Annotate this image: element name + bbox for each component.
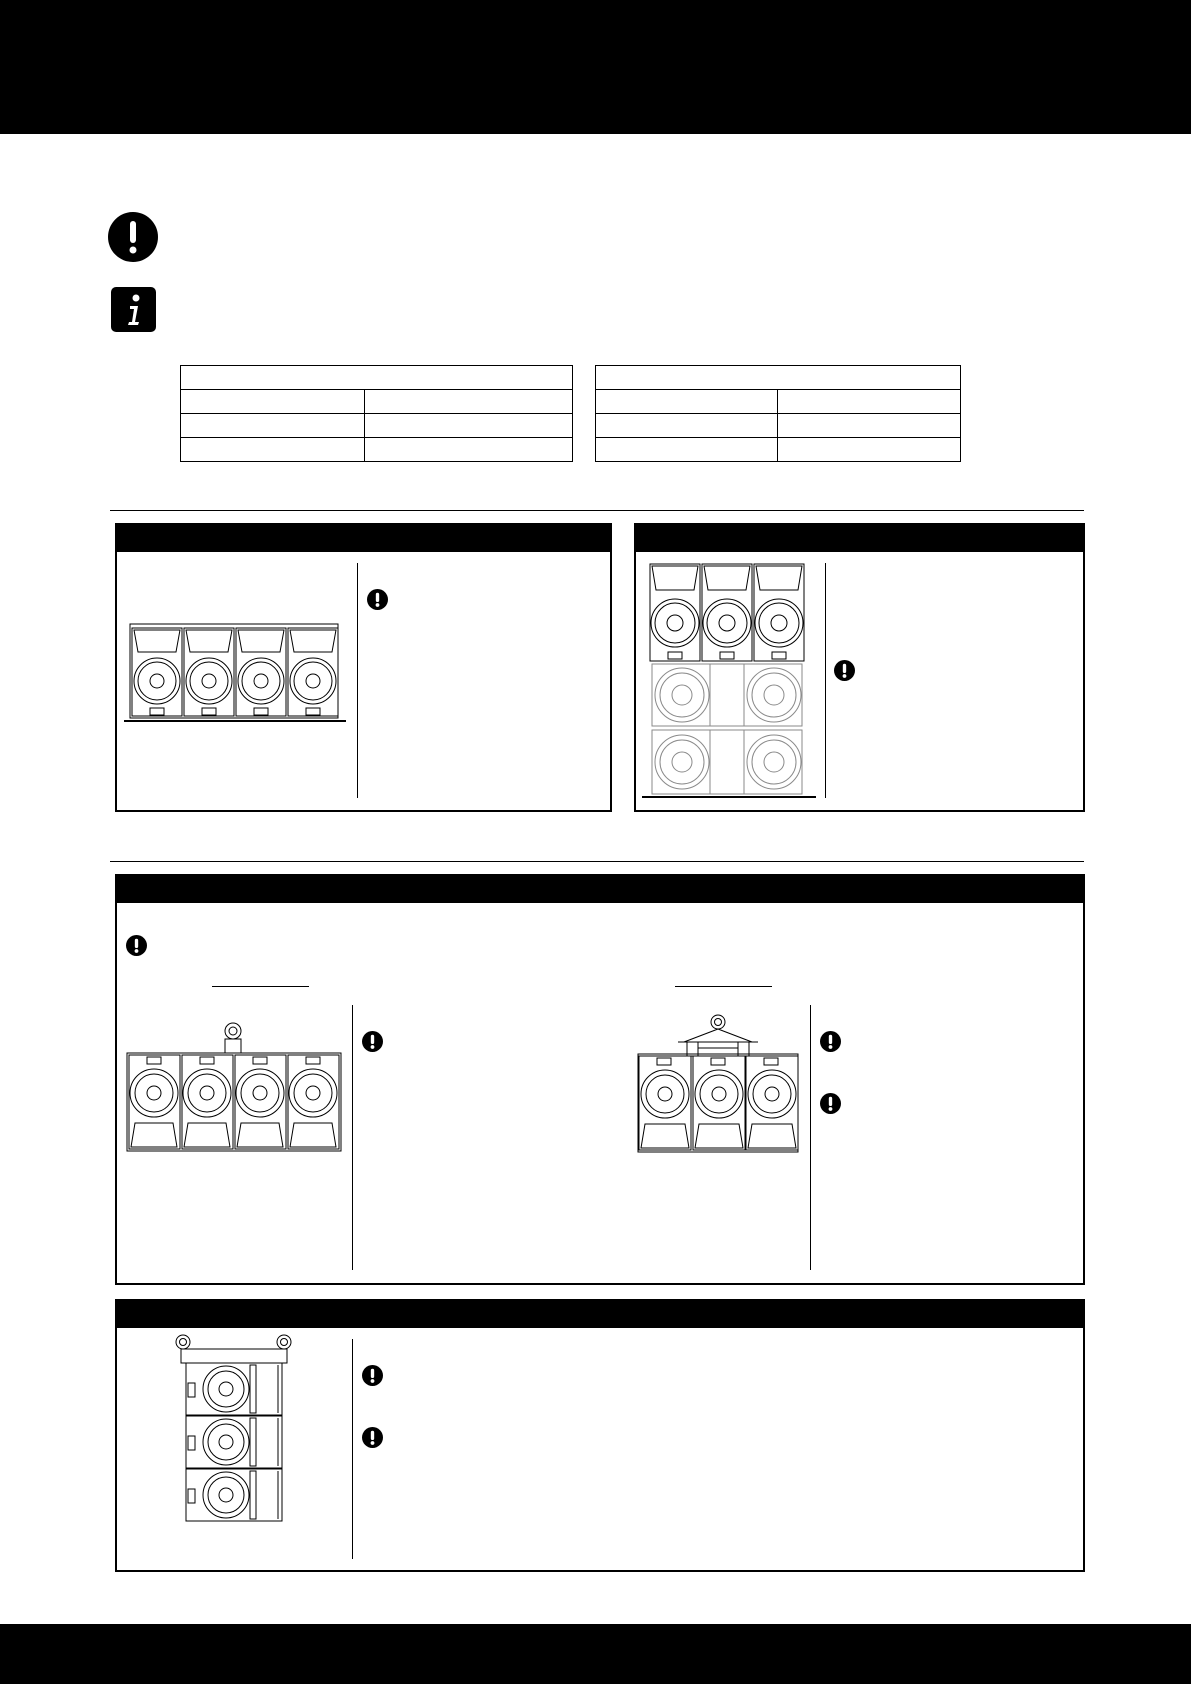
info-icon [111,287,156,332]
table-cell [596,390,778,414]
header-bar [0,0,1191,134]
table-cell [365,414,573,438]
table-row [596,438,961,462]
panel-divider [352,1005,353,1270]
section-rule [110,510,1084,511]
table-row [181,414,573,438]
warning-icon [834,660,855,681]
warning-icon [820,1031,841,1052]
subheading-underline [212,986,309,987]
table-row [181,390,573,414]
spec-table-left [180,365,573,462]
panel-header [117,876,1083,903]
panel-header [117,1301,1083,1328]
table-header-cell [596,366,961,390]
panel-divider [357,563,358,798]
table-cell [365,438,573,462]
warning-icon [108,212,158,262]
table-row [596,414,961,438]
warning-icon [820,1093,841,1114]
top-cabinets [650,564,804,661]
ground-stack-drawing [124,620,349,725]
flown-3-cabinet-drawing [634,1012,804,1157]
spec-table-right [595,365,961,462]
warning-icon [126,935,147,956]
table-cell [778,438,961,462]
table-cell [181,414,365,438]
table-row [596,390,961,414]
warning-icon [362,1427,383,1448]
vertical-array-drawing [170,1332,300,1524]
table-row [596,366,961,390]
panel-header [117,525,610,552]
flown-4-cabinet-drawing [124,1020,346,1155]
table-cell [181,390,365,414]
panel-divider [825,563,826,798]
table-cell [778,390,961,414]
warning-icon [362,1365,383,1386]
table-header-cell [181,366,573,390]
table-cell [596,438,778,462]
panel-divider [352,1339,353,1559]
table-cell [365,390,573,414]
warning-icon [362,1031,383,1052]
sub-stack-drawing [640,560,820,800]
subheading-underline [675,986,772,987]
section-rule [110,861,1084,862]
warning-icon [367,589,388,610]
panel-header [636,525,1083,552]
table-row [181,366,573,390]
panel-divider [810,1005,811,1270]
table-cell [778,414,961,438]
table-row [181,438,573,462]
footer-bar [0,1624,1191,1684]
table-cell [596,414,778,438]
cabinet-row [132,628,338,716]
table-cell [181,438,365,462]
subwoofers [652,664,802,794]
